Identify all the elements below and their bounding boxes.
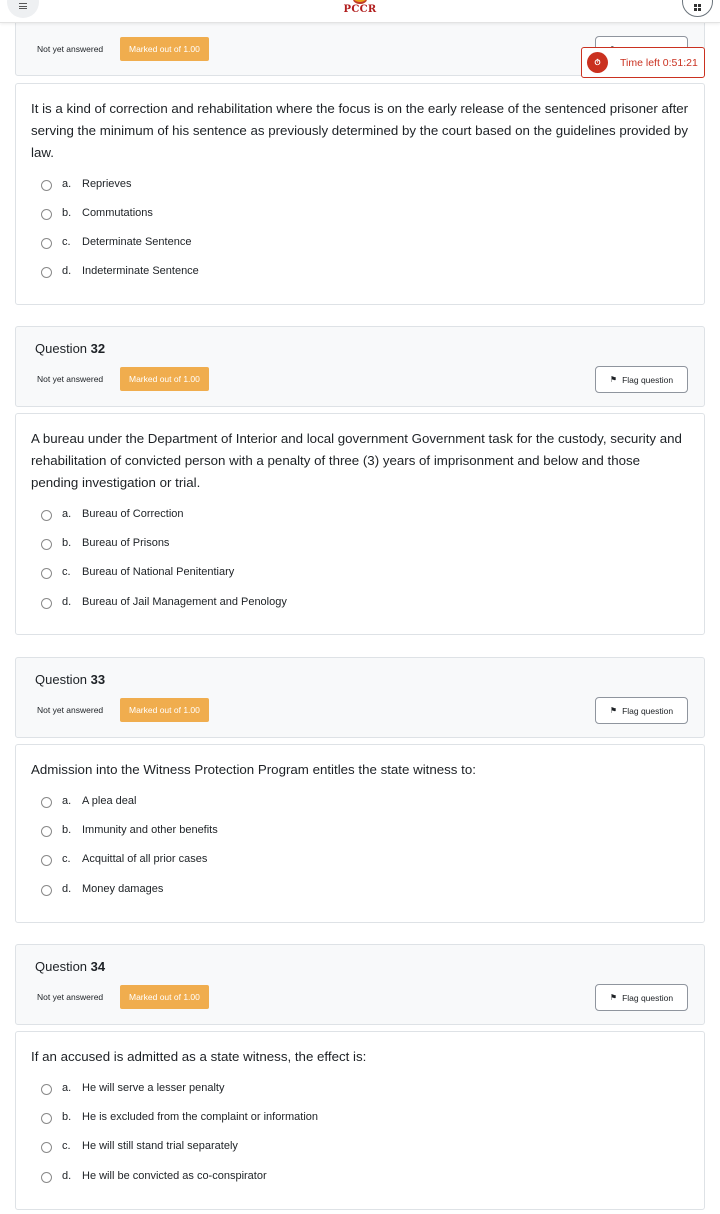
radio-button[interactable] — [41, 1142, 52, 1153]
top-navbar — [0, 0, 720, 23]
quiz-timer — [581, 47, 705, 78]
question-card-31 — [15, 83, 705, 305]
radio-button[interactable] — [41, 238, 52, 249]
radio-button[interactable] — [41, 797, 52, 808]
quiz-navigation-button[interactable] — [682, 0, 713, 17]
question-text: It is a kind of correction and rehabilitation where the focus is on the early release of the sentenced prisoner after serving the minimum of his sentence as previously determined by the court based on the guidelines provided by law. — [31, 101, 689, 160]
answer-option[interactable]: d. Money damages — [16, 881, 616, 901]
radio-button[interactable] — [41, 510, 52, 521]
answer-option[interactable]: c. Acquittal of all prior cases — [16, 851, 616, 871]
question-grade: Marked out of 1.00 — [120, 985, 209, 1009]
question-card-32 — [15, 413, 705, 635]
hamburger-icon — [19, 3, 27, 9]
radio-button[interactable] — [41, 539, 52, 550]
radio-button[interactable] — [41, 180, 52, 191]
flag-question-button[interactable]: ⚑ Flag question — [595, 366, 688, 393]
radio-button[interactable] — [41, 855, 52, 866]
answer-option[interactable]: b. Bureau of Prisons — [16, 535, 616, 555]
answer-option[interactable]: c. He will still stand trial separately — [16, 1138, 616, 1158]
radio-button[interactable] — [41, 267, 52, 278]
answer-option[interactable]: a. He will serve a lesser penalty — [16, 1080, 616, 1100]
question-grade: Marked out of 1.00 — [120, 37, 209, 61]
answer-option[interactable]: c. Determinate Sentence — [16, 234, 616, 254]
answer-option[interactable]: d. Bureau of Jail Management and Penology — [16, 594, 616, 614]
radio-button[interactable] — [41, 1172, 52, 1183]
answer-option[interactable]: a. A plea deal — [16, 793, 616, 813]
question-info-33 — [15, 657, 705, 738]
flag-icon: ⚑ — [609, 993, 618, 1002]
answer-option[interactable]: b. He is excluded from the complaint or information — [16, 1109, 616, 1129]
question-number: Question 34 — [35, 959, 106, 974]
question-text: Admission into the Witness Protection Program entitles the state witness to: — [31, 762, 476, 777]
question-state: Not yet answered — [28, 698, 112, 722]
radio-button[interactable] — [41, 568, 52, 579]
answer-option[interactable]: b. Immunity and other benefits — [16, 822, 616, 842]
flag-icon: ⚑ — [609, 706, 618, 715]
question-grade: Marked out of 1.00 — [120, 367, 209, 391]
radio-button[interactable] — [41, 598, 52, 609]
question-state: Not yet answered — [28, 985, 112, 1009]
question-number: Question 32 — [35, 341, 106, 356]
site-logo[interactable]: PCCR — [343, 0, 377, 17]
question-number: Question 33 — [35, 672, 106, 687]
question-card-33 — [15, 744, 705, 923]
radio-button[interactable] — [41, 1113, 52, 1124]
answer-option[interactable]: b. Commutations — [16, 205, 616, 225]
menu-toggle-button[interactable] — [7, 0, 39, 18]
flag-question-button[interactable]: ⚑ Flag question — [595, 984, 688, 1011]
question-state: Not yet answered — [28, 37, 112, 61]
question-info-32 — [15, 326, 705, 407]
question-state: Not yet answered — [28, 367, 112, 391]
question-card-34 — [15, 1031, 705, 1210]
answer-option[interactable]: a. Bureau of Correction — [16, 506, 616, 526]
radio-button[interactable] — [41, 1084, 52, 1095]
answer-option[interactable]: a. Reprieves — [16, 176, 616, 196]
flag-icon: ⚑ — [609, 375, 618, 384]
question-text: A bureau under the Department of Interior and local government Government task for the custody, security and rehabilitation of convicted person with a penalty of three (3) years of imprisonment and below and those pending investigation or trial. — [31, 431, 682, 490]
answer-option[interactable]: d. Indeterminate Sentence — [16, 263, 616, 283]
question-info-34 — [15, 944, 705, 1025]
question-grade: Marked out of 1.00 — [120, 698, 209, 722]
radio-button[interactable] — [41, 826, 52, 837]
question-text: If an accused is admitted as a state witness, the effect is: — [31, 1049, 367, 1064]
radio-button[interactable] — [41, 209, 52, 220]
timer-icon: ⏱ — [587, 52, 608, 73]
flag-question-button[interactable]: ⚑ Flag question — [595, 697, 688, 724]
radio-button[interactable] — [41, 885, 52, 896]
timer-label: Time left 0:51:21 — [620, 56, 698, 69]
answer-option[interactable]: c. Bureau of National Penitentiary — [16, 564, 616, 584]
answer-option[interactable]: d. He will be convicted as co-conspirator — [16, 1168, 616, 1188]
